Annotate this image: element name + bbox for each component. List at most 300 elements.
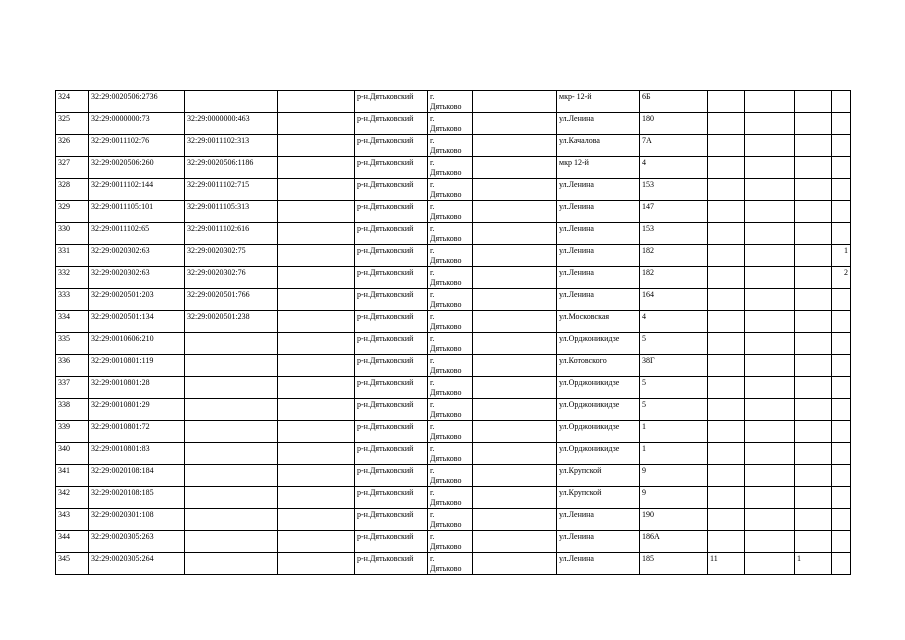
city-prefix: г. [430, 422, 435, 431]
table-row [56, 223, 851, 245]
house-number-cell: 182 [640, 267, 708, 289]
empty-cell [278, 179, 355, 201]
city-prefix: г. [430, 92, 435, 101]
linked-cadastral-number-cell: 32:29:0020302:75 [185, 245, 278, 267]
city-prefix: г. [430, 180, 435, 189]
empty-cell [278, 421, 355, 443]
cadastral-number-cell: 32:29:0020108:184 [89, 465, 185, 487]
house-number-cell: 38Г [640, 355, 708, 377]
empty-cell [473, 553, 557, 575]
empty-cell [745, 509, 795, 531]
linked-cadastral-number-cell: 32:29:0011102:715 [185, 179, 278, 201]
house-number-cell: 147 [640, 201, 708, 223]
empty-cell [278, 311, 355, 333]
empty-cell [473, 487, 557, 509]
district-cell: р-н.Дятьковский [355, 113, 428, 135]
table-row [56, 355, 851, 377]
city-name: Дятьково [430, 564, 462, 573]
table-row [56, 179, 851, 201]
cadastral-number-cell: 32:29:0011102:76 [89, 135, 185, 157]
building-cell [708, 201, 745, 223]
empty-cell [745, 377, 795, 399]
cadastral-number-cell: 32:29:0020305:263 [89, 531, 185, 553]
row-number-cell: 339 [56, 421, 89, 443]
cadastral-number-cell: 32:29:0010801:72 [89, 421, 185, 443]
district-cell: р-н.Дятьковский [355, 421, 428, 443]
row-number-cell: 333 [56, 289, 89, 311]
city-cell [428, 179, 473, 201]
room-cell [832, 487, 851, 509]
empty-cell [745, 91, 795, 113]
apartment-cell [795, 157, 832, 179]
empty-cell [473, 355, 557, 377]
city-name: Дятьково [430, 124, 462, 133]
room-cell [832, 553, 851, 575]
city-cell [428, 157, 473, 179]
city-prefix: г. [430, 246, 435, 255]
empty-cell [278, 443, 355, 465]
room-cell [832, 531, 851, 553]
room-cell [832, 113, 851, 135]
street-cell: ул.Ленина [557, 201, 640, 223]
empty-cell [745, 113, 795, 135]
city-prefix: г. [430, 136, 435, 145]
street-cell: ул.Ленина [557, 179, 640, 201]
city-cell [428, 443, 473, 465]
row-number-cell: 337 [56, 377, 89, 399]
row-number-cell: 345 [56, 553, 89, 575]
empty-cell [473, 201, 557, 223]
row-number-cell: 324 [56, 91, 89, 113]
city-cell [428, 531, 473, 553]
apartment-cell [795, 267, 832, 289]
table-row [56, 399, 851, 421]
city-name: Дятьково [430, 234, 462, 243]
house-number-cell: 182 [640, 245, 708, 267]
city-name: Дятьково [430, 366, 462, 375]
row-number-cell: 336 [56, 355, 89, 377]
empty-cell [278, 267, 355, 289]
empty-cell [278, 201, 355, 223]
apartment-cell [795, 135, 832, 157]
linked-cadastral-number-cell [185, 443, 278, 465]
table-row [56, 135, 851, 157]
city-prefix: г. [430, 532, 435, 541]
cadastral-number-cell: 32:29:0020302:63 [89, 245, 185, 267]
room-cell [832, 421, 851, 443]
apartment-cell [795, 201, 832, 223]
city-prefix: г. [430, 268, 435, 277]
table-row [56, 91, 851, 113]
table-row [56, 289, 851, 311]
empty-cell [745, 201, 795, 223]
city-cell [428, 355, 473, 377]
room-cell [832, 135, 851, 157]
building-cell [708, 421, 745, 443]
street-cell: ул.Качалова [557, 135, 640, 157]
cadastral-number-cell: 32:29:0020302:63 [89, 267, 185, 289]
apartment-cell [795, 333, 832, 355]
house-number-cell: 1 [640, 443, 708, 465]
city-name: Дятьково [430, 146, 462, 155]
table-row [56, 245, 851, 267]
empty-cell [473, 509, 557, 531]
city-prefix: г. [430, 488, 435, 497]
house-number-cell: 185 [640, 553, 708, 575]
row-number-cell: 331 [56, 245, 89, 267]
empty-cell [473, 223, 557, 245]
linked-cadastral-number-cell [185, 377, 278, 399]
house-number-cell: 6Б [640, 91, 708, 113]
building-cell [708, 487, 745, 509]
linked-cadastral-number-cell: 32:29:0011105:313 [185, 201, 278, 223]
row-number-cell: 341 [56, 465, 89, 487]
city-name: Дятьково [430, 300, 462, 309]
cadastral-number-cell: 32:29:0020506:260 [89, 157, 185, 179]
building-cell [708, 311, 745, 333]
linked-cadastral-number-cell [185, 421, 278, 443]
city-cell [428, 487, 473, 509]
apartment-cell [795, 465, 832, 487]
house-number-cell: 9 [640, 465, 708, 487]
street-cell: ул.Орджоникидзе [557, 421, 640, 443]
city-name: Дятьково [430, 476, 462, 485]
row-number-cell: 330 [56, 223, 89, 245]
table-row [56, 113, 851, 135]
empty-cell [278, 91, 355, 113]
city-cell [428, 245, 473, 267]
city-prefix: г. [430, 334, 435, 343]
empty-cell [278, 465, 355, 487]
table-row [56, 421, 851, 443]
street-cell: ул.Ленина [557, 223, 640, 245]
room-cell [832, 91, 851, 113]
empty-cell [473, 377, 557, 399]
city-name: Дятьково [430, 102, 462, 111]
street-cell: ул.Ленина [557, 289, 640, 311]
empty-cell [473, 531, 557, 553]
empty-cell [278, 355, 355, 377]
empty-cell [473, 465, 557, 487]
city-name: Дятьково [430, 322, 462, 331]
building-cell [708, 245, 745, 267]
street-cell: ул.Орджоникидзе [557, 377, 640, 399]
row-number-cell: 335 [56, 333, 89, 355]
building-cell [708, 531, 745, 553]
row-number-cell: 342 [56, 487, 89, 509]
cadastral-number-cell: 32:29:0010606:210 [89, 333, 185, 355]
apartment-cell [795, 509, 832, 531]
district-cell: р-н.Дятьковский [355, 91, 428, 113]
city-cell [428, 377, 473, 399]
city-prefix: г. [430, 290, 435, 299]
district-cell: р-н.Дятьковский [355, 245, 428, 267]
table-row [56, 531, 851, 553]
city-prefix: г. [430, 114, 435, 123]
city-name: Дятьково [430, 542, 462, 551]
apartment-cell [795, 531, 832, 553]
empty-cell [473, 267, 557, 289]
apartment-cell [795, 311, 832, 333]
empty-cell [278, 223, 355, 245]
building-cell [708, 223, 745, 245]
empty-cell [745, 179, 795, 201]
empty-cell [473, 245, 557, 267]
house-number-cell: 190 [640, 509, 708, 531]
city-name: Дятьково [430, 498, 462, 507]
street-cell: ул.Ленина [557, 531, 640, 553]
empty-cell [745, 399, 795, 421]
empty-cell [473, 399, 557, 421]
empty-cell [745, 465, 795, 487]
linked-cadastral-number-cell: 32:29:0020302:76 [185, 267, 278, 289]
apartment-cell [795, 245, 832, 267]
street-cell: ул.Ленина [557, 113, 640, 135]
linked-cadastral-number-cell [185, 91, 278, 113]
empty-cell [745, 311, 795, 333]
city-name: Дятьково [430, 212, 462, 221]
linked-cadastral-number-cell: 32:29:0020501:238 [185, 311, 278, 333]
street-cell: ул.Котовского [557, 355, 640, 377]
city-cell [428, 465, 473, 487]
district-cell: р-н.Дятьковский [355, 157, 428, 179]
building-cell [708, 135, 745, 157]
room-cell [832, 223, 851, 245]
room-cell [832, 289, 851, 311]
city-cell [428, 553, 473, 575]
room-cell: 2 [832, 267, 851, 289]
house-number-cell: 7А [640, 135, 708, 157]
linked-cadastral-number-cell [185, 355, 278, 377]
room-cell: 1 [832, 245, 851, 267]
building-cell [708, 157, 745, 179]
linked-cadastral-number-cell: 32:29:0020501:766 [185, 289, 278, 311]
city-cell [428, 399, 473, 421]
building-cell [708, 91, 745, 113]
building-cell [708, 289, 745, 311]
empty-cell [745, 443, 795, 465]
city-cell [428, 91, 473, 113]
empty-cell [473, 443, 557, 465]
city-prefix: г. [430, 224, 435, 233]
city-name: Дятьково [430, 168, 462, 177]
district-cell: р-н.Дятьковский [355, 267, 428, 289]
district-cell: р-н.Дятьковский [355, 201, 428, 223]
city-name: Дятьково [430, 410, 462, 419]
street-cell: ул.Орджоникидзе [557, 399, 640, 421]
street-cell: ул.Крупской [557, 465, 640, 487]
street-cell: мкр 12-й [557, 157, 640, 179]
room-cell [832, 465, 851, 487]
house-number-cell: 1 [640, 421, 708, 443]
registry-table-body [56, 91, 851, 575]
apartment-cell [795, 443, 832, 465]
empty-cell [278, 553, 355, 575]
row-number-cell: 338 [56, 399, 89, 421]
city-prefix: г. [430, 400, 435, 409]
empty-cell [473, 311, 557, 333]
city-cell [428, 421, 473, 443]
district-cell: р-н.Дятьковский [355, 179, 428, 201]
empty-cell [278, 377, 355, 399]
empty-cell [278, 113, 355, 135]
city-prefix: г. [430, 202, 435, 211]
cadastral-number-cell: 32:29:0011102:144 [89, 179, 185, 201]
linked-cadastral-number-cell [185, 553, 278, 575]
empty-cell [473, 289, 557, 311]
table-row [56, 443, 851, 465]
building-cell [708, 509, 745, 531]
district-cell: р-н.Дятьковский [355, 333, 428, 355]
city-prefix: г. [430, 158, 435, 167]
city-cell [428, 509, 473, 531]
room-cell [832, 157, 851, 179]
linked-cadastral-number-cell [185, 509, 278, 531]
district-cell: р-н.Дятьковский [355, 377, 428, 399]
house-number-cell: 5 [640, 399, 708, 421]
table-row [56, 201, 851, 223]
cadastral-number-cell: 32:29:0010801:119 [89, 355, 185, 377]
empty-cell [745, 421, 795, 443]
city-cell [428, 311, 473, 333]
house-number-cell: 186А [640, 531, 708, 553]
empty-cell [278, 487, 355, 509]
city-cell [428, 333, 473, 355]
table-row [56, 553, 851, 575]
building-cell [708, 465, 745, 487]
city-name: Дятьково [430, 432, 462, 441]
table-row [56, 509, 851, 531]
row-number-cell: 327 [56, 157, 89, 179]
district-cell: р-н.Дятьковский [355, 135, 428, 157]
cadastral-number-cell: 32:29:0020501:134 [89, 311, 185, 333]
registry-sheet [55, 90, 850, 575]
apartment-cell [795, 113, 832, 135]
district-cell: р-н.Дятьковский [355, 223, 428, 245]
empty-cell [278, 333, 355, 355]
row-number-cell: 343 [56, 509, 89, 531]
row-number-cell: 334 [56, 311, 89, 333]
empty-cell [278, 157, 355, 179]
apartment-cell [795, 487, 832, 509]
linked-cadastral-number-cell: 32:29:0011102:616 [185, 223, 278, 245]
empty-cell [278, 245, 355, 267]
table-row [56, 487, 851, 509]
street-cell: мкр- 12-й [557, 91, 640, 113]
street-cell: ул.Московская [557, 311, 640, 333]
empty-cell [278, 135, 355, 157]
room-cell [832, 179, 851, 201]
apartment-cell [795, 223, 832, 245]
house-number-cell: 164 [640, 289, 708, 311]
linked-cadastral-number-cell [185, 399, 278, 421]
empty-cell [745, 531, 795, 553]
row-number-cell: 328 [56, 179, 89, 201]
linked-cadastral-number-cell: 32:29:0020506:1186 [185, 157, 278, 179]
empty-cell [473, 91, 557, 113]
table-row [56, 377, 851, 399]
empty-cell [745, 289, 795, 311]
building-cell [708, 355, 745, 377]
row-number-cell: 344 [56, 531, 89, 553]
row-number-cell: 325 [56, 113, 89, 135]
cadastral-number-cell: 32:29:0020501:203 [89, 289, 185, 311]
apartment-cell [795, 355, 832, 377]
district-cell: р-н.Дятьковский [355, 553, 428, 575]
city-cell [428, 267, 473, 289]
room-cell [832, 399, 851, 421]
linked-cadastral-number-cell: 32:29:0011102:313 [185, 135, 278, 157]
row-number-cell: 332 [56, 267, 89, 289]
empty-cell [278, 509, 355, 531]
room-cell [832, 377, 851, 399]
cadastral-number-cell: 32:29:0010801:29 [89, 399, 185, 421]
table-row [56, 157, 851, 179]
district-cell: р-н.Дятьковский [355, 399, 428, 421]
empty-cell [745, 135, 795, 157]
empty-cell [473, 421, 557, 443]
apartment-cell: 1 [795, 553, 832, 575]
apartment-cell [795, 421, 832, 443]
building-cell: 11 [708, 553, 745, 575]
empty-cell [745, 157, 795, 179]
table-row [56, 311, 851, 333]
linked-cadastral-number-cell [185, 487, 278, 509]
building-cell [708, 333, 745, 355]
room-cell [832, 201, 851, 223]
city-prefix: г. [430, 554, 435, 563]
house-number-cell: 153 [640, 179, 708, 201]
building-cell [708, 399, 745, 421]
city-name: Дятьково [430, 190, 462, 199]
empty-cell [745, 267, 795, 289]
empty-cell [745, 487, 795, 509]
building-cell [708, 443, 745, 465]
house-number-cell: 153 [640, 223, 708, 245]
city-cell [428, 135, 473, 157]
empty-cell [278, 399, 355, 421]
city-name: Дятьково [430, 256, 462, 265]
building-cell [708, 377, 745, 399]
city-name: Дятьково [430, 388, 462, 397]
apartment-cell [795, 91, 832, 113]
street-cell: ул.Крупской [557, 487, 640, 509]
linked-cadastral-number-cell [185, 465, 278, 487]
city-prefix: г. [430, 312, 435, 321]
house-number-cell: 5 [640, 333, 708, 355]
row-number-cell: 326 [56, 135, 89, 157]
empty-cell [745, 245, 795, 267]
cadastral-number-cell: 32:29:0011102:65 [89, 223, 185, 245]
room-cell [832, 311, 851, 333]
house-number-cell: 4 [640, 311, 708, 333]
street-cell: ул.Орджоникидзе [557, 333, 640, 355]
linked-cadastral-number-cell [185, 333, 278, 355]
cadastral-number-cell: 32:29:0000000:73 [89, 113, 185, 135]
apartment-cell [795, 179, 832, 201]
city-cell [428, 223, 473, 245]
city-prefix: г. [430, 444, 435, 453]
registry-table [55, 90, 851, 575]
room-cell [832, 333, 851, 355]
city-name: Дятьково [430, 520, 462, 529]
apartment-cell [795, 377, 832, 399]
empty-cell [745, 553, 795, 575]
street-cell: ул.Ленина [557, 245, 640, 267]
city-name: Дятьково [430, 278, 462, 287]
empty-cell [473, 333, 557, 355]
empty-cell [473, 179, 557, 201]
